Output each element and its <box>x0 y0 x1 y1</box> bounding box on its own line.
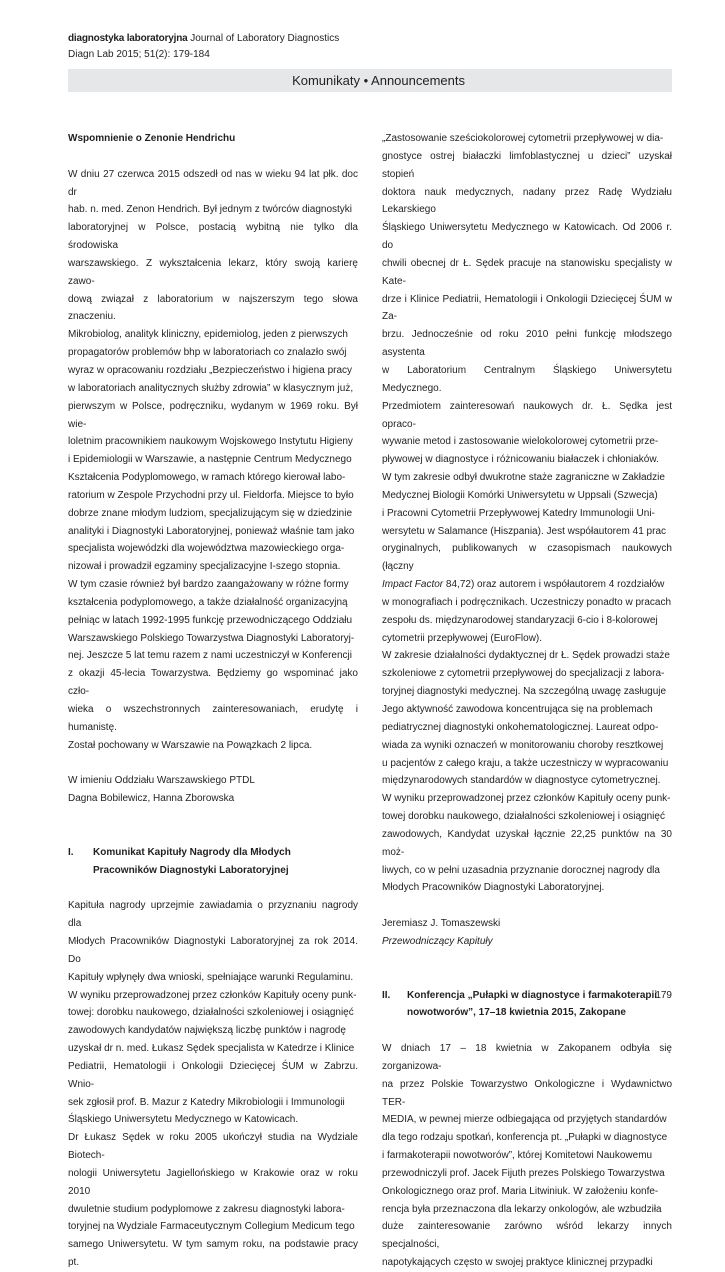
text-line: wersytetu w Salamance (Hiszpania). Jest współautorem 41 prac <box>382 525 667 537</box>
journal-english-title: Journal of Laboratory Diagnostics <box>187 33 340 44</box>
text-line: pediatrycznej diagnostyki onkohematologicznej. Laureat odpo- <box>382 721 659 733</box>
text-line: z okazji 45-lecia Towarzystwa. Będziemy go wspominać jako czło- <box>68 668 358 698</box>
text-line <box>382 576 672 594</box>
text-line: nizował i prowadził egzaminy specjalizacyjne I-szego stopnia. <box>68 561 341 573</box>
text-line: W tym czasie również był bardzo zaangażowany w różne formy <box>68 579 349 591</box>
section-2-title-line: nowotworów”, 17–18 kwietnia 2015, Zakopane <box>407 1007 626 1019</box>
right-column <box>382 130 672 1272</box>
text-line: Pediatrii, Hematologii i Onkologii Dziecięcej ŚUM w Zabrzu. Wnio- <box>68 1060 358 1090</box>
text-line: przewodniczyli prof. Jacek Fijuth prezes Polskiego Towarzystwa <box>382 1167 665 1179</box>
text-line: duże zainteresowanie zarówno wśród lekarzy innych specjalności, <box>382 1221 672 1251</box>
text-line: propagatorów problemów bhp w laboratoriach co znalazło swój <box>68 347 347 359</box>
text-line: oryginalnych, publikowanych w czasopismach naukowych (łączny <box>382 543 672 573</box>
text-line: Medycznej Biologii Komórki Uniwersytetu w Uppsali (Szwecja) <box>382 489 658 501</box>
text-line: i farmakoterapii nowotworów”, której Komitetowi Naukowemu <box>382 1150 653 1162</box>
text-line: Został pochowany w Warszawie na Powązkach 2 lipca. <box>68 739 313 751</box>
page-number: 179 <box>655 990 672 1001</box>
journal-title-line <box>68 31 339 47</box>
text-line: w monografiach i podręcznikach. Uczestniczy ponadto w pracach <box>382 596 672 608</box>
text-line: dwuletnie studium podyplomowe z zakresu diagnostyki labora- <box>68 1203 345 1215</box>
text-line: brzu. Jednocześnie od roku 2010 pełni funkcję młodszego asystenta <box>382 329 672 359</box>
section-1-body <box>68 897 358 1272</box>
text-line: Przedmiotem zainteresowań naukowych dr. Ł. Sędka jest opraco- <box>382 400 672 430</box>
text-line: Śląskiego Uniwersytetu Medycznego w Katowicach. <box>68 1114 299 1126</box>
text-line: gnostyce ostrej białaczki limfoblastycznej u dzieci” uzyskał stopień <box>382 150 672 180</box>
text-line: W dniu 27 czerwca 2015 odszedł od nas w wieku 94 lat płk. doc dr <box>68 168 358 198</box>
text-line: W zakresie działalności dydaktycznej dr Ł. Sędek prowadzi staże <box>382 650 670 662</box>
text-line: W wyniku przeprowadzonej przez członków Kapituły oceny punk- <box>382 793 671 805</box>
text-line: na przez Polskie Towarzystwo Onkologiczne i Wydawnictwo TER- <box>382 1078 672 1108</box>
text-line: Kapituły wpłynęły dwa wnioski, spełniające warunki Regulaminu. <box>68 971 354 983</box>
text-line: szkoleniowe z cytometrii przepływowej do specjalizacji z labora- <box>382 668 665 680</box>
text-line: zawodowych kandydatów największą liczbę punktów i nagrodę <box>68 1025 346 1037</box>
text-line: loletnim pracownikiem naukowym Wojskowego Instytutu Higieny <box>68 436 353 448</box>
text-line: specjalista wojewódzki dla województwa mazowieckiego orga- <box>68 543 345 555</box>
text-line: wieka o wszechstronnych zainteresowaniach, erudytę i humanistę. <box>68 704 358 733</box>
text-line: rencja była przeznaczona dla lekarzy onkologów, ale wzbudziła <box>382 1203 662 1215</box>
text-line: Kapituła nagrody uprzejmie zawiadamia o przyznaniu nagrody dla <box>68 900 358 930</box>
section-1-title-line: Pracowników Diagnostyki Laboratoryjnej <box>93 864 289 876</box>
text-line: pełniąc w latach 1992-1995 funkcję przewodniczącego Oddziału <box>68 614 353 626</box>
text-line: uzyskał dr n. med. Łukasz Sędek specjalista w Katedrze i Klinice <box>68 1043 355 1055</box>
text-line: Kształcenia Podyplomowego, w ramach którego kierował labo- <box>68 472 346 484</box>
text-line: u pacjentów z całego kraju, a także uczestniczy w wypracowaniu <box>382 757 669 769</box>
laureate-body <box>382 130 672 897</box>
section-2-title-line: Konferencja „Pułapki w diagnostyce i farmakoterapii <box>407 989 658 1001</box>
text-line: warszawskiego. Z wykształcenia lekarz, który swoją karierę zawo- <box>68 257 358 287</box>
text-line: dobrze znane młodym ludziom, specjalizującym się w dziedzinie <box>68 507 353 519</box>
text-line: Warszawskiego Polskiego Towarzystwa Diagnostyki Laboratoryj- <box>68 632 355 644</box>
text-line: wywanie metod i zastosowanie wielokolorowej cytometrii prze- <box>382 436 659 448</box>
text-line: MEDIA, w pewnej mierze odbiegająca od przyjętych standardów <box>382 1114 667 1126</box>
impact-factor-rest: 84,72) oraz autorem i współautorem 4 rozdziałów <box>443 579 665 591</box>
text-line: laboratoryjnej w Polsce, postacią wybitną nie tylko dla środowiska <box>68 222 358 252</box>
text-line: zawodowych, Kandydat uzyskał łącznie 22,25 punktów na 30 moż- <box>382 828 672 858</box>
memorial-signature-org: W imieniu Oddziału Warszawskiego PTDL <box>68 775 255 787</box>
text-line: sek zgłosił prof. B. Mazur z Katedry Mikrobiologii i Immunologii <box>68 1096 345 1108</box>
memorial-signature-authors: Dagna Bobilewicz, Hanna Zborowska <box>68 793 235 805</box>
text-line: dla tego rodzaju spotkań, konferencja pt. „Pułapki w diagnostyce <box>382 1132 668 1144</box>
text-line: toryjnej na Wydziale Farmaceutycznym Collegium Medicum tego <box>68 1221 355 1233</box>
text-line: zespołu ds. międzynarodowej standaryzacji 6-cio i 8-kolorowej <box>382 614 658 626</box>
section-1-number: I. <box>68 846 74 858</box>
text-line: towej dorobku naukowego, działalności szkoleniowej i osiągnięć <box>382 811 665 823</box>
section-2-heading <box>382 987 672 1023</box>
text-line: nologii Uniwersytetu Jagiellońskiego w Krakowie oraz w roku 2010 <box>68 1167 358 1197</box>
impact-factor-label: Impact Factor <box>382 579 444 591</box>
journal-citation: Diagn Lab 2015; 51(2): 179-184 <box>68 49 210 60</box>
text-line: napotykających często w swojej praktyce klinicznej przypadki <box>382 1257 653 1269</box>
text-line: kształcenia podyplomowego, a także działalność organizacyjną <box>68 596 348 608</box>
text-line: Onkologicznego oraz prof. Maria Litwiniuk. W założeniu konfe- <box>382 1185 659 1197</box>
text-line: towej: dorobku naukowego, działalności szkoleniowej i osiągnięć <box>68 1007 354 1019</box>
text-line: hab. n. med. Zenon Hendrich. Był jednym z twórców diagnostyki <box>68 204 353 216</box>
text-line: „Zastosowanie sześciokolorowej cytometrii przepływowej w dia- <box>382 133 664 144</box>
text-line: Młodych Pracowników Diagnostyki Laboratoryjnej. <box>382 882 605 894</box>
text-line: Śląskiego Uniwersytetu Medycznego w Katowicach. Od 2006 r. do <box>382 222 672 252</box>
text-line: chwili obecnej dr Ł. Sędek pracuje na stanowisku specjalisty w Kate- <box>382 257 672 287</box>
section-1-title-line: Komunikat Kapituły Nagrody dla Młodych <box>93 846 291 858</box>
text-line: w laboratoriach analitycznych służby zdrowia” w klasycznym już, <box>68 382 354 394</box>
text-line: W tym zakresie odbył dwukrotne staże zagraniczne w Zakładzie <box>382 472 665 484</box>
text-line: pierwszym w Polsce, podręczniku, wydanym w 1969 roku. Był wie- <box>68 400 358 430</box>
text-line: Młodych Pracowników Diagnostyki Laboratoryjnej za rok 2014. Do <box>68 935 358 965</box>
text-line: nej. Jeszcze 5 lat temu razem z nami uczestniczył w Konferencji <box>68 650 352 662</box>
memorial-title: Wspomnienie o Zenonie Hendrichu <box>68 133 236 144</box>
text-line: drze i Klinice Pediatrii, Hematologii i Onkologii Dziecięcej ŚUM w Za- <box>382 293 672 323</box>
text-line: w Laboratorium Centralnym Śląskiego Uniwersytetu Medycznego. <box>382 364 672 394</box>
text-line: W wyniku przeprowadzonej przez członków Kapituły oceny punk- <box>68 989 357 1001</box>
journal-brand: diagnostyka laboratoryjna <box>68 33 188 44</box>
text-line: toryjnej diagnostyki medycznej. Na szczególną uwagę zasługuje <box>382 686 667 698</box>
journal-header <box>68 31 339 63</box>
text-line: liwych, co w pełni uzasadnia przyznanie dorocznej nagrody dla <box>382 864 660 876</box>
text-line: dową związał z laboratorium w najszerszym tego słowa znaczeniu. <box>68 293 358 323</box>
text-line: Jego aktywność zawodowa koncentrująca się na problemach <box>382 704 653 715</box>
text-line: i Pracowni Cytometrii Przepływowej Katedry Immunologii Uni- <box>382 507 655 519</box>
text-line: pływowej w diagnostyce i różnicowaniu białaczek i chłoniaków. <box>382 454 659 466</box>
left-column <box>68 130 358 1272</box>
text-line: wiada za wyniki oznaczeń w monitorowaniu choroby resztkowej <box>382 739 664 751</box>
text-line: samego Uniwersytetu. W tym samym roku, na podstawie pracy pt. <box>68 1239 358 1269</box>
text-line: doktora nauk medycznych, nadany przez Radę Wydziału Lekarskiego <box>382 186 672 216</box>
text-line: Dr Łukasz Sędek w roku 2005 ukończył studia na Wydziale Biotech- <box>68 1132 358 1162</box>
memorial-body <box>68 166 358 755</box>
text-line: międzynarodowych standardów w diagnostyce cytometrycznej. <box>382 775 661 787</box>
section-bar <box>68 69 672 92</box>
text-line: i Epidemiologii w Warszawie, a następnie Centrum Medycznego <box>68 454 352 466</box>
section-2-number: II. <box>382 989 391 1001</box>
section-1-heading <box>68 844 358 880</box>
text-line: ratorium w Zespole Przychodni przy ul. Fieldorfa. Miejsce to było <box>68 489 354 501</box>
text-line: cytometrii przepływowej (EuroFlow). <box>382 632 543 644</box>
text-line: analityki i Diagnostyki Laboratoryjnej, ponieważ właśnie tam jako <box>68 525 355 537</box>
section-2-body <box>382 1040 672 1272</box>
text-line: Mikrobiolog, analityk kliniczny, epidemiolog, jeden z pierwszych <box>68 329 348 341</box>
text-line: wyraz w opracowaniu rozdziału „Bezpieczeństwo i higiena pracy <box>68 364 353 376</box>
text-line: W dniach 17 – 18 kwietnia w Zakopanem odbyła się zorganizowa- <box>382 1043 672 1072</box>
section-bar-title: Komunikaty • Announcements <box>292 73 465 88</box>
chairman-signature-role: Przewodniczący Kapituły <box>382 935 493 947</box>
chairman-signature-name: Jeremiasz J. Tomaszewski <box>382 918 501 930</box>
